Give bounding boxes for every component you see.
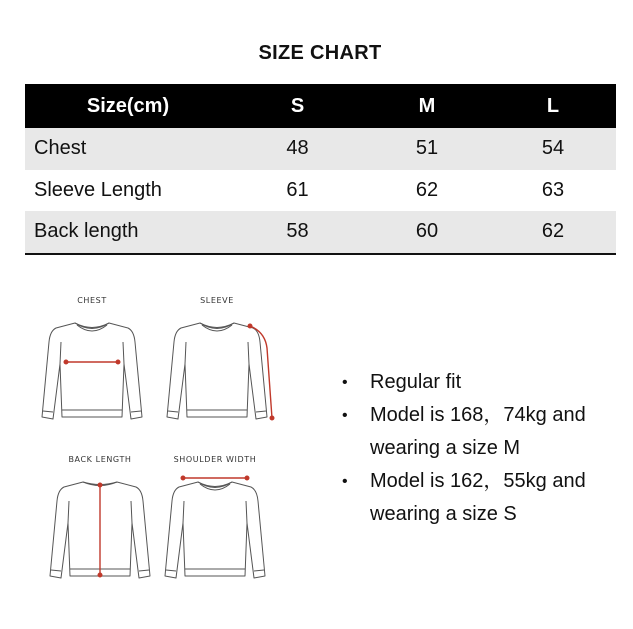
sweater-front-icon bbox=[42, 323, 142, 419]
page-title: SIZE CHART bbox=[258, 42, 382, 64]
header-size: Size(cm) bbox=[25, 84, 231, 128]
header-m: M bbox=[364, 84, 490, 128]
cell-value: 51 bbox=[364, 128, 490, 170]
note-text: Regular fit bbox=[370, 371, 462, 393]
list-item bbox=[342, 399, 622, 465]
table-row bbox=[25, 211, 616, 254]
list-item bbox=[342, 465, 622, 531]
list-item bbox=[342, 366, 622, 399]
note-text: wearing a size M bbox=[370, 437, 521, 459]
shoulder-width-measure-line bbox=[181, 476, 249, 480]
row-label: Sleeve Length bbox=[34, 178, 162, 201]
shoulder-width-diagram bbox=[153, 449, 283, 589]
chest-diagram bbox=[30, 290, 155, 430]
back-length-diagram bbox=[38, 449, 168, 589]
cell-value: 61 bbox=[286, 178, 309, 201]
sweater-front-icon bbox=[167, 323, 267, 419]
cell-value: 58 bbox=[231, 211, 364, 254]
table-row bbox=[25, 128, 616, 170]
cell-value: 60 bbox=[364, 211, 490, 254]
note-text: wearing a size S bbox=[370, 503, 517, 525]
shoulder-width-label: SHOULDER WIDTH bbox=[173, 455, 257, 464]
size-table bbox=[25, 84, 616, 255]
header-l: L bbox=[490, 84, 616, 128]
bullet-icon: • bbox=[342, 473, 348, 490]
sweater-front-icon bbox=[165, 482, 265, 578]
table-header-row bbox=[25, 84, 616, 128]
sleeve-label: SLEEVE bbox=[200, 296, 234, 305]
fit-notes-list bbox=[342, 366, 622, 531]
back-length-measure-line bbox=[98, 483, 102, 577]
cell-value: 62 bbox=[490, 211, 616, 254]
header-s: S bbox=[231, 84, 364, 128]
sleeve-measure-line bbox=[248, 324, 274, 420]
note-text: Model is 168，74kg and bbox=[370, 404, 586, 426]
row-label: Back length bbox=[25, 211, 231, 254]
chest-label: CHEST bbox=[77, 296, 107, 305]
cell-value: 62 bbox=[415, 178, 439, 201]
chest-measure-line bbox=[64, 360, 120, 364]
cell-value: 54 bbox=[490, 128, 616, 170]
sleeve-diagram bbox=[155, 290, 285, 430]
row-label: Chest bbox=[25, 128, 231, 170]
table-row bbox=[25, 170, 616, 212]
note-text: Model is 162，55kg and bbox=[370, 470, 586, 492]
bullet-icon: • bbox=[342, 374, 348, 391]
cell-value: 63 bbox=[541, 178, 565, 201]
bullet-icon: • bbox=[342, 407, 348, 424]
cell-value: 48 bbox=[231, 128, 364, 170]
back-length-label: BACK LENGTH bbox=[68, 455, 132, 464]
